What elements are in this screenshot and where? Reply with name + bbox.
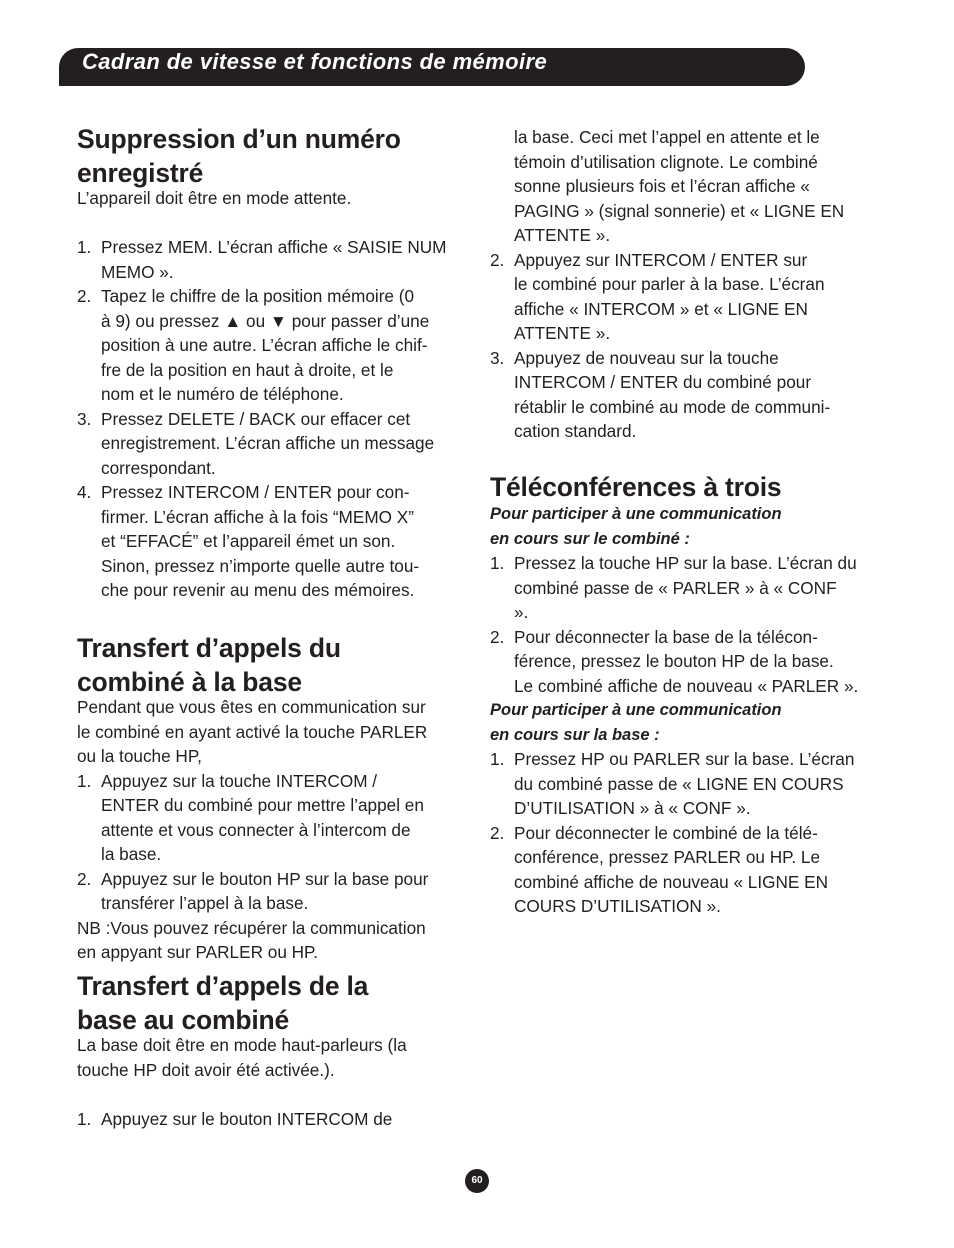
handset-to-base-steps — [77, 769, 469, 916]
step-line: D’UTILISATION » à « CONF ». — [514, 798, 751, 818]
step-line: affiche « INTERCOM » et « LIGNE EN — [514, 298, 808, 319]
step-line: à 9) ou pressez ▲ ou ▼ pour passer d’une — [101, 310, 430, 331]
handset-to-base-intro — [77, 695, 469, 769]
text-line: le combiné en ayant activé la touche PARLER — [77, 721, 428, 742]
spacer — [77, 211, 469, 236]
step-line: enregistrement. L’écran affiche un message — [101, 433, 435, 453]
step-number: 1. — [490, 749, 505, 769]
step-number: 2. — [490, 249, 505, 270]
step-line: correspondant. — [101, 457, 216, 478]
step-line: rétablir le combiné au mode de communi- — [514, 396, 831, 417]
step-line: MEMO ». — [101, 261, 174, 282]
heading-delete-number — [77, 122, 469, 190]
heading-conference: Téléconférences à trois — [490, 472, 782, 502]
step-line: che pour revenir au menu des mémoires. — [101, 580, 415, 600]
step-number: 2. — [77, 286, 92, 306]
step-line: Pressez INTERCOM / ENTER pour con- — [101, 482, 410, 502]
step-number: 1. — [490, 553, 505, 573]
list-item — [77, 407, 469, 481]
list-item — [77, 235, 469, 284]
step-line: du combiné passe de « LIGNE EN COURS — [514, 773, 844, 794]
list-item — [77, 284, 469, 407]
heading-line: combiné à la base — [77, 667, 302, 697]
step-line: ENTER du combiné pour mettre l’appel en — [101, 795, 424, 815]
list-item — [490, 346, 882, 444]
text-line: en appyant sur PARLER ou HP. — [77, 942, 319, 962]
heading-line: base au combiné — [77, 1005, 290, 1035]
step-line: attente et vous connecter à l’intercom de — [101, 819, 411, 840]
step-line: Pressez la touche HP sur la base. L’écran du — [514, 553, 857, 573]
step-line: ATTENTE ». — [514, 323, 611, 343]
heading-line: Transfert d’appels du — [77, 633, 341, 663]
list-item — [490, 551, 882, 625]
step-line: combiné affiche de nouveau « LIGNE EN — [514, 871, 829, 892]
delete-steps — [77, 235, 469, 603]
heading-line: enregistré — [77, 158, 204, 188]
step-line: position à une autre. L’écran affiche le chif- — [101, 335, 428, 355]
text-line: La base doit être en mode haut-parleurs (la — [77, 1035, 407, 1055]
step-line: conférence, pressez PARLER ou HP. Le — [514, 847, 821, 867]
step-number: 2. — [490, 626, 505, 647]
spacer — [77, 1082, 469, 1107]
step-line: la base. Ceci met l’appel en attente et le — [514, 127, 820, 147]
step-line: ATTENTE ». — [514, 225, 611, 245]
step-line: Le combiné affiche de nouveau « PARLER ». — [514, 675, 859, 696]
step-line: Pressez MEM. L’écran affiche « SAISIE NUM — [101, 237, 447, 257]
step-line: combiné passe de « PARLER » à « CONF — [514, 577, 837, 598]
step-line: Appuyez sur INTERCOM / ENTER sur — [514, 249, 808, 270]
section-delete-number — [77, 122, 469, 603]
section-header-bar — [59, 48, 805, 86]
step-line: INTERCOM / ENTER du combiné pour — [514, 372, 812, 392]
page-number-badge: 60 — [465, 1169, 489, 1193]
heading-line: Transfert d’appels de la — [77, 971, 369, 1001]
step-line: Pour déconnecter le combiné de la télé- — [514, 822, 818, 843]
step-number: 4. — [77, 482, 92, 502]
step-line: la base. — [101, 844, 162, 864]
step-line: Pressez DELETE / BACK our effacer cet — [101, 408, 411, 429]
subheading-line: Pour participer à une communication — [490, 701, 782, 719]
step-line: cation standard. — [514, 421, 637, 441]
step-line: témoin d’utilisation clignote. Le combiné — [514, 151, 818, 172]
base-to-handset-steps-continued — [490, 125, 882, 444]
list-item — [490, 821, 882, 919]
step-line: ». — [514, 602, 529, 622]
step-number: 1. — [77, 1108, 92, 1129]
step-line: et “EFFACÉ” et l’appareil émet un son. — [101, 531, 396, 551]
conference-subheading-base — [490, 698, 882, 747]
heading-base-to-handset — [77, 969, 469, 1037]
step-line: Appuyez sur le bouton INTERCOM de — [101, 1108, 393, 1129]
step-number: 3. — [77, 408, 92, 429]
text-line: touche HP doit avoir été activée.). — [77, 1059, 335, 1080]
heading-line: Suppression d’un numéro — [77, 124, 401, 154]
step-line: Appuyez de nouveau sur la touche — [514, 347, 779, 368]
step-line: férence, pressez le bouton HP de la base. — [514, 651, 834, 671]
step-line: COURS D’UTILISATION ». — [514, 896, 721, 916]
list-item — [77, 769, 469, 867]
base-to-handset-steps-start — [77, 1107, 469, 1132]
conference-steps-base — [490, 747, 882, 919]
conference-steps-handset — [490, 551, 882, 698]
step-number: 3. — [490, 347, 505, 368]
list-item — [77, 480, 469, 603]
conference-subheading-handset — [490, 502, 882, 551]
list-item — [77, 1107, 469, 1132]
subheading-line: Pour participer à une communication — [490, 505, 782, 523]
section-conference — [490, 470, 882, 919]
base-to-handset-continued — [490, 125, 882, 444]
list-item — [77, 867, 469, 916]
step-line: sonne plusieurs fois et l’écran affiche « — [514, 176, 810, 196]
list-item — [490, 625, 882, 699]
step-number: 1. — [77, 237, 92, 257]
section-base-to-handset — [77, 969, 469, 1131]
step-line: Tapez le chiffre de la position mémoire (0 — [101, 286, 415, 306]
subheading-line: en cours sur la base : — [490, 725, 660, 744]
step-number: 1. — [77, 770, 92, 791]
step-line: Appuyez sur le bouton HP sur la base pour — [101, 868, 429, 889]
section-handset-to-base — [77, 631, 469, 965]
text-line: ou la touche HP, — [77, 746, 202, 766]
step-line: Pressez HP ou PARLER sur la base. L’écran — [514, 749, 855, 769]
step-line: fre de la position en haut à droite, et le — [101, 359, 394, 380]
list-item — [490, 125, 882, 248]
step-line: le combiné pour parler à la base. L’écran — [514, 274, 825, 294]
step-line: transférer l’appel à la base. — [101, 893, 309, 913]
heading-handset-to-base — [77, 631, 469, 699]
step-number: 2. — [490, 822, 505, 843]
handset-to-base-note — [77, 916, 469, 965]
delete-intro: L’appareil doit être en mode attente. — [77, 188, 352, 208]
step-number: 2. — [77, 868, 92, 889]
section-header-title: Cadran de vitesse et fonctions de mémoire — [82, 49, 548, 74]
step-line: firmer. L’écran affiche à la fois “MEMO X” — [101, 506, 414, 527]
step-line: Pour déconnecter la base de la télécon- — [514, 626, 818, 647]
text-line: Pendant que vous êtes en communication sur — [77, 697, 426, 717]
base-to-handset-intro — [77, 1033, 469, 1082]
list-item — [490, 747, 882, 821]
step-line: nom et le numéro de téléphone. — [101, 384, 344, 404]
text-line: NB :Vous pouvez récupérer la communication — [77, 917, 426, 938]
step-line: Appuyez sur la touche INTERCOM / — [101, 770, 378, 791]
subheading-line: en cours sur le combiné : — [490, 529, 690, 548]
step-line: PAGING » (signal sonnerie) et « LIGNE EN — [514, 200, 845, 221]
list-item — [490, 248, 882, 346]
step-line: Sinon, pressez n’importe quelle autre tou- — [101, 555, 420, 576]
